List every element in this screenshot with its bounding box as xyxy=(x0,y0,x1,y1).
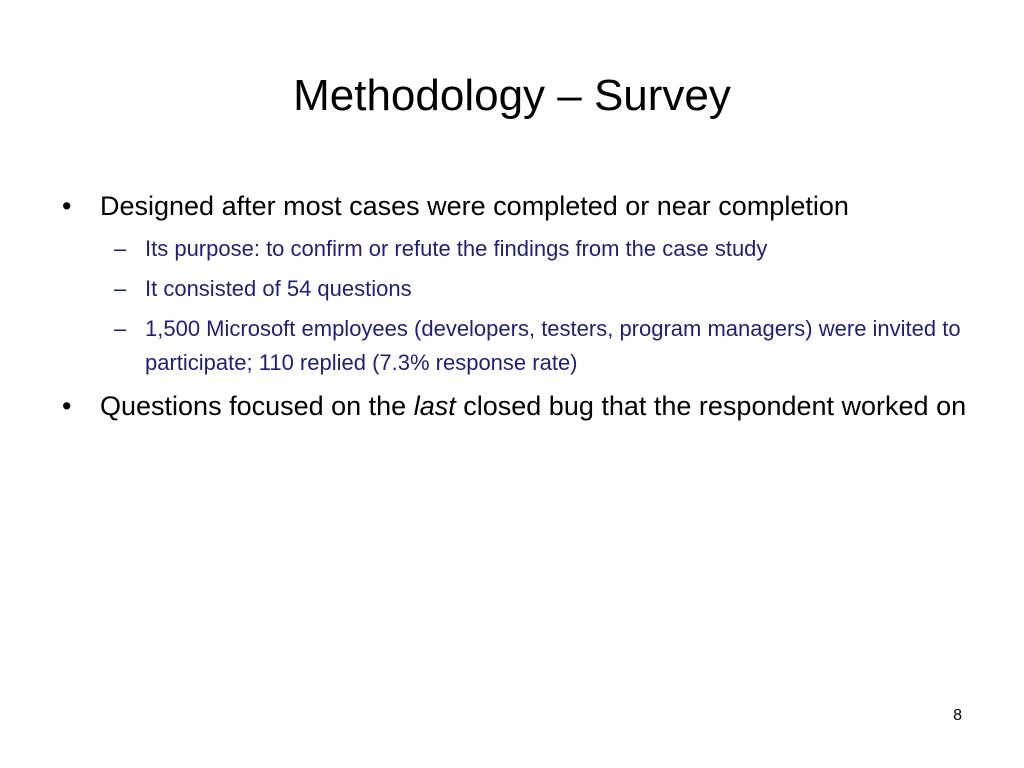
sub-bullet-marker: – xyxy=(114,276,127,301)
sub-bullet-item xyxy=(62,272,972,306)
bullet-marker: • xyxy=(62,191,72,221)
slide-body xyxy=(62,186,972,432)
sub-bullet-marker: – xyxy=(114,236,127,261)
bullet-marker: • xyxy=(62,391,72,421)
bullet-text-emphasis: last xyxy=(413,391,456,421)
page-number: 8 xyxy=(953,707,962,724)
sub-bullet-item xyxy=(62,232,972,266)
sub-bullet-text: 1,500 Microsoft employees (developers, testers, program managers) were invited to participate; 110 replied (7.3% response rate) xyxy=(145,316,961,375)
sub-bullet-list xyxy=(62,232,972,380)
slide-title: Methodology – Survey xyxy=(293,71,731,120)
sub-bullet-text: Its purpose: to confirm or refute the findings from the case study xyxy=(145,236,768,261)
sub-bullet-text: It consisted of 54 questions xyxy=(145,276,412,301)
bullet-item xyxy=(62,386,972,426)
bullet-item xyxy=(62,186,972,226)
sub-bullet-item xyxy=(62,312,972,380)
sub-bullet-marker: – xyxy=(114,316,127,341)
bullet-text-before: Questions focused on the xyxy=(100,391,414,421)
bullet-text-after: closed bug that the respondent worked on xyxy=(455,391,967,421)
bullet-text: Designed after most cases were completed or near completion xyxy=(100,191,849,221)
